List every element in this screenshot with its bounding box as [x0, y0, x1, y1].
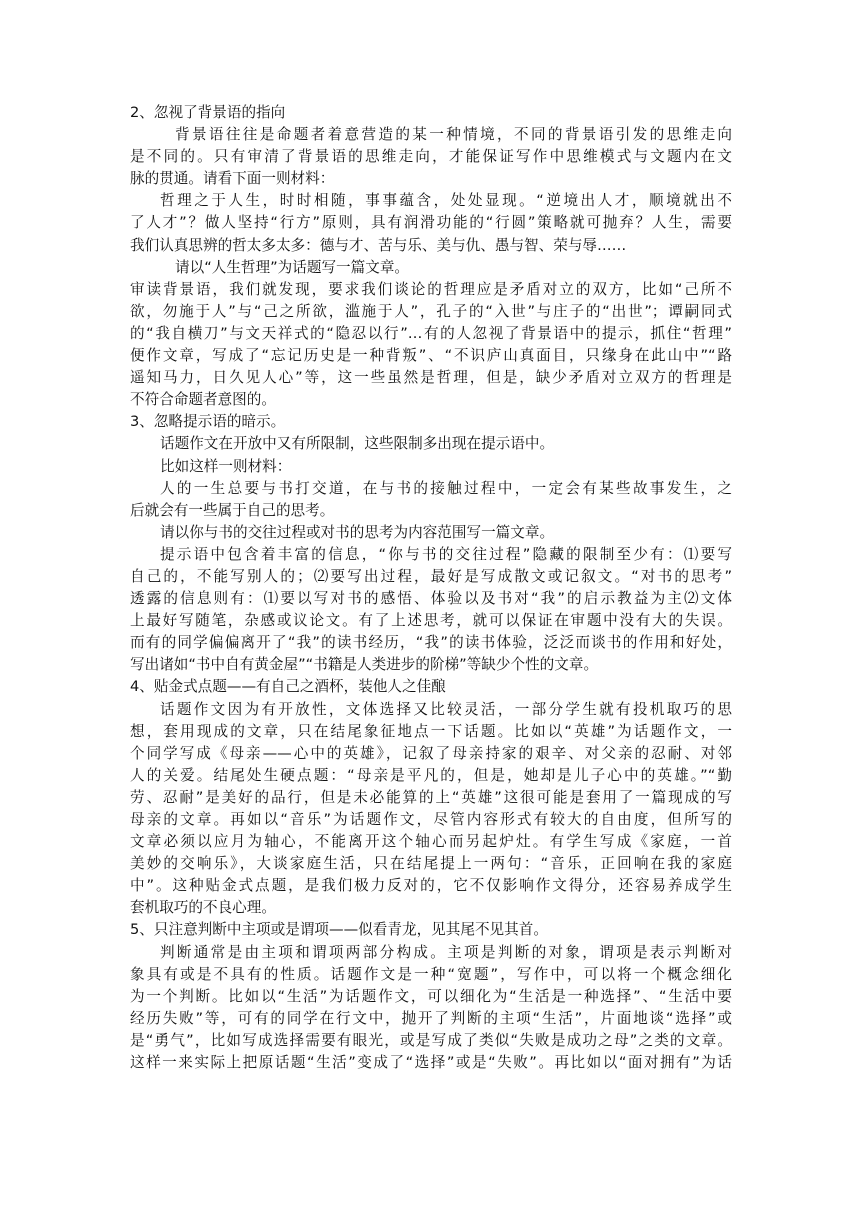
paragraph-line: 后就会有一些属于自己的思考。	[130, 501, 335, 519]
paragraph-line: 文章必须以应月为轴心，不能离开这个轴心而另起炉灶。有学生写成《家庭，一首	[130, 833, 732, 851]
paragraph-line: 判断通常是由主项和谓项两部分构成。主项是判断的对象，谓项是表示判断对	[160, 943, 732, 961]
section-3-heading: 3、忽略提示语的暗示。	[130, 413, 286, 431]
paragraph-line: 不符合命题者意图的。	[130, 391, 276, 409]
paragraph-line: 自己的，不能写别人的；⑵要写出过程，最好是写成散文或记叙文。“对书的思考”	[130, 567, 732, 585]
paragraph-line: 这样一来实际上把原话题“生活”变成了“选择”或是“失败”。再比如以“面对拥有”为话	[130, 1054, 732, 1072]
paragraph-line: 中”。这种贴金式点题，是我们极力反对的，它不仅影响作文得分，还容易养成学生	[130, 877, 732, 895]
paragraph-line: 想，套用现成的文章，只在结尾象征地点一下话题。比如以“英雄”为话题作文，一	[130, 722, 732, 740]
paragraph-line: 而有的同学偏偏离开了“我”的读书经历，“我”的读书体验，泛泛而谈书的作用和好处，	[130, 634, 732, 652]
paragraph-line: 请以“人生哲理”为话题写一篇文章。	[175, 258, 410, 276]
paragraph-line: 象具有或是不具有的性质。话题作文是一种“宽题”，写作中，可以将一个概念细化	[130, 965, 732, 983]
paragraph-line: 提示语中包含着丰富的信息，“你与书的交往过程”隐藏的限制至少有：⑴要写	[160, 545, 732, 563]
section-5-heading: 5、只注意判断中主项或是谓项——似看青龙，见其尾不见其首。	[130, 921, 548, 939]
paragraph-line: 话题作文在开放中又有所限制，这些限制多出现在提示语中。	[160, 435, 555, 453]
paragraph-line: 劳、忍耐”是美好的品行，但是未必能算的上“英雄”这很可能是套用了一篇现成的写	[130, 788, 732, 806]
section-4-heading: 4、贴金式点题——有自己之酒杯，装他人之佳酿	[130, 678, 446, 696]
paragraph-line: 经历失败”等，可有的同学在行文中，抛开了判断的主项“生活”，片面地谈“选择”或	[130, 1009, 732, 1027]
paragraph-line: 个同学写成《母亲——心中的英雄》，记叙了母亲持家的艰辛、对父亲的忍耐、对邻	[130, 744, 732, 762]
paragraph-line: 我们认真思辨的哲太多太多：德与才、苦与乐、美与仇、愚与智、荣与辱……	[130, 236, 627, 254]
document-page	[130, 102, 732, 1074]
paragraph-line: 哲理之于人生，时时相随，事事蕴含，处处显现。“逆境出人才，顺境就出不	[160, 192, 732, 210]
paragraph-line: 人的关爱。结尾处生硬点题：“母亲是平凡的，但是，她却是儿子心中的英雄。”“勤	[130, 766, 732, 784]
paragraph-line: 审读背景语，我们就发现，要求我们谈论的哲理应是矛盾对立的双方，比如“己所不	[130, 280, 732, 298]
paragraph-line: 是“勇气”，比如写成选择需要有眼光，或是写成了类似“失败是成功之母”之类的文章。	[130, 1031, 732, 1049]
paragraph-line: 母亲的文章。再如以“音乐”为话题作文，尽管内容形式有较大的自由度，但所写的	[130, 811, 732, 828]
section-2-heading: 2、忽视了背景语的指向	[130, 104, 286, 121]
paragraph-line: 透露的信息则有：⑴要以写对书的感悟、体验以及书对“我”的启示教益为主⑵文体	[130, 590, 732, 608]
paragraph-line: 了人才”？做人坚持“行方”原则，具有润滑功能的“行圆”策略就可抛弃？人生，需要	[130, 214, 732, 232]
paragraph-line: 便作文章，写成了“忘记历史是一种背叛”、“不识庐山真面目，只缘身在此山中”“路	[130, 347, 732, 365]
paragraph-line: 上最好写随笔，杂感或议论文。有了上述思考，就可以保证在审题中没有大的失误。	[130, 612, 732, 630]
paragraph-line: 是不同的。只有审清了背景语的思维走向，才能保证写作中思维模式与文题内在文	[130, 148, 732, 166]
paragraph-line: 人的一生总要与书打交道，在与书的接触过程中，一定会有某些故事发生，之	[160, 479, 732, 497]
paragraph-line: 比如这样一则材料：	[160, 457, 292, 475]
paragraph-line: 话题作文因为有开放性，文体选择又比较灵活，一部分学生就有投机取巧的思	[160, 700, 732, 718]
paragraph-line: 请以你与书的交往过程或对书的思考为内容范围写一篇文章。	[160, 523, 555, 541]
paragraph-line: 套机取巧的不良心理。	[130, 899, 276, 917]
paragraph-line: 的“我自横刀”与文天祥式的“隐忍以行”…有的人忽视了背景语中的提示，抓住“哲理”	[130, 324, 732, 342]
paragraph-line: 美妙的交响乐》，大谈家庭生活，只在结尾提上一两句：“音乐，正回响在我的家庭	[130, 855, 732, 873]
paragraph-line: 遥知马力，日久见人心”等，这一些虽然是哲理，但是，缺少矛盾对立双方的哲理是	[130, 369, 732, 387]
paragraph-line: 写出诸如“书中自有黄金屋”“书籍是人类进步的阶梯”等缺少个性的文章。	[130, 656, 599, 674]
paragraph-line: 背景语往往是命题者着意营造的某一种情境，不同的背景语引发的思维走向	[175, 126, 732, 144]
paragraph-line: 为一个判断。比如以“生活”为话题作文，可以细化为“生活是一种选择”、“生活中要	[130, 987, 732, 1005]
paragraph-line: 脉的贯通。请看下面一则材料：	[130, 170, 335, 188]
paragraph-line: 欲，勿施于人”与“己之所欲，滥施于人”，孔子的“入世”与庄子的“出世”；谭嗣同式	[130, 302, 732, 320]
